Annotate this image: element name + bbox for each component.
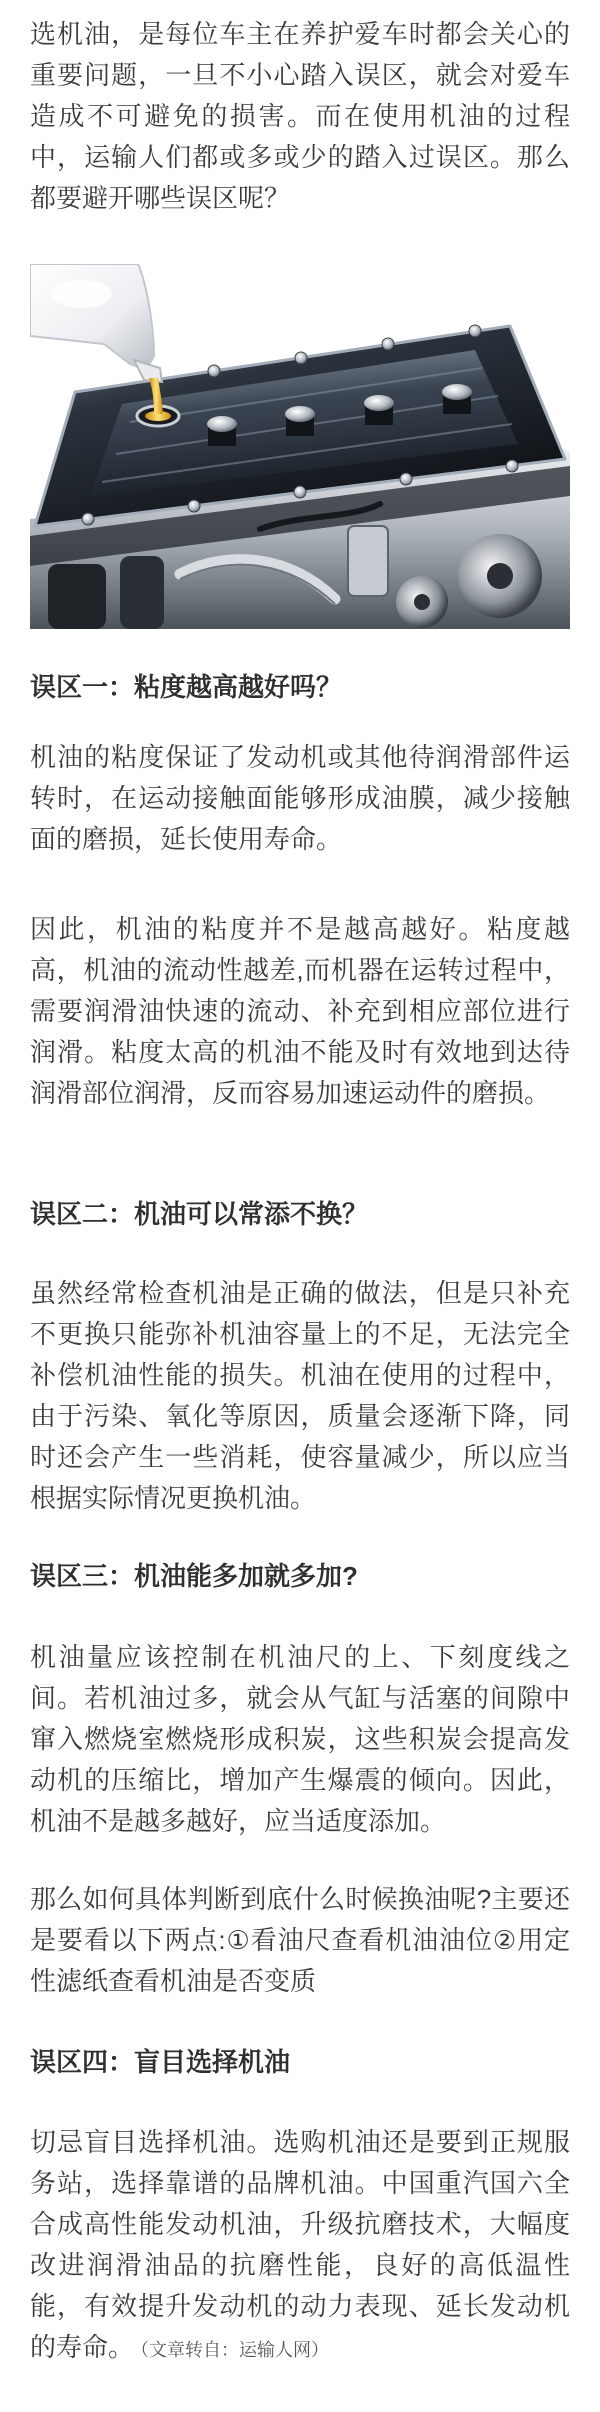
cover-bolt [208, 365, 220, 377]
cover-bolt [400, 473, 412, 485]
coil-pack-cap [207, 416, 237, 432]
coil-pack-cap [364, 395, 394, 411]
cover-bolt [82, 513, 94, 525]
section-4-paragraph-text: 切忌盲目选择机油。选购机油还是要到正规服务站，选择靠谱的品牌机油。中国重汽国六全合成高性能发动机油，升级抗磨技术，大幅度改进润滑油品的抗磨性能，良好的高低温性能，有效提升发动机的动力表现、延长发动机的寿命。 [30, 2127, 570, 2362]
section-4-paragraph-1 [30, 2122, 570, 2371]
cover-bolt [294, 486, 306, 498]
cover-bolt [506, 460, 518, 472]
section-heading-4: 误区四：盲目选择机油 [30, 2047, 291, 2077]
coil-pack-cap [285, 406, 315, 422]
section-heading-2: 误区二：机油可以常添不换？ [30, 1199, 369, 1229]
section-heading-3: 误区三：机油能多加就多加? [30, 1561, 358, 1591]
cover-bolt [188, 500, 200, 512]
section-3-paragraph-2: 那么如何具体判断到底什么时候换油呢?主要还是要看以下两点:①看油尺查看机油油位②用定性滤纸查看机油是否变质 [30, 1884, 570, 1996]
engine-oil-illustration [30, 264, 570, 629]
intro-paragraph: 选机油，是每位车主在养护爱车时都会关心的重要问题，一旦不小心踏入误区，就会对爱车造成不可避免的损害。而在使用机油的过程中，运输人们都或多或少的踏入过误区。那么都要避开哪些误区呢？ [30, 19, 570, 213]
section-1-paragraph-1: 机油的粘度保证了发动机或其他待润滑部件运转时，在运动接触面能够形成油膜，减少接触面的磨损，延长使用寿命。 [30, 742, 570, 854]
intake-runner [120, 556, 164, 629]
cover-bolt [382, 338, 394, 350]
coil-pack-cap [442, 384, 472, 400]
section-3-paragraph-1: 机油量应该控制在机油尺的上、下刻度线之间。若机油过多，就会从气缸与活塞的间隙中窜入燃烧室燃烧形成积炭，这些积炭会提高发动机的压缩比，增加产生爆震的倾向。因此，机油不是越多越好，应当适度添加。 [30, 1642, 570, 1836]
source-attribution: （文章转自：运输人网） [140, 2340, 330, 2360]
section-2-paragraph-1: 虽然经常检查机油是正确的做法，但是只补充不更换只能弥补机油容量上的不足，无法完全补偿机油性能的损失。机油在使用的过程中，由于污染、氧化等原因，质量会逐渐下降，同时还会产生一些消耗，使容量减少，所以应当根据实际情况更换机油。 [30, 1278, 570, 1513]
section-1-paragraph-2: 因此，机油的粘度并不是越高越好。粘度越高，机油的流动性越差,而机器在运转过程中，需要润滑油快速的流动、补充到相应部位进行润滑。粘度太高的机油不能及时有效地到达待润滑部位润滑，反而容易加速运动件的磨损。 [30, 914, 570, 1108]
engine-pulley-hub [414, 594, 430, 610]
intake-runner [48, 564, 106, 629]
cover-bolt [469, 325, 481, 337]
engine-bracket [348, 526, 388, 596]
cover-bolt [295, 352, 307, 364]
section-heading-1: 误区一：粘度越高越好吗？ [30, 672, 343, 702]
oil-bottle-highlight [52, 280, 112, 308]
engine-pulley-hub [487, 563, 513, 589]
